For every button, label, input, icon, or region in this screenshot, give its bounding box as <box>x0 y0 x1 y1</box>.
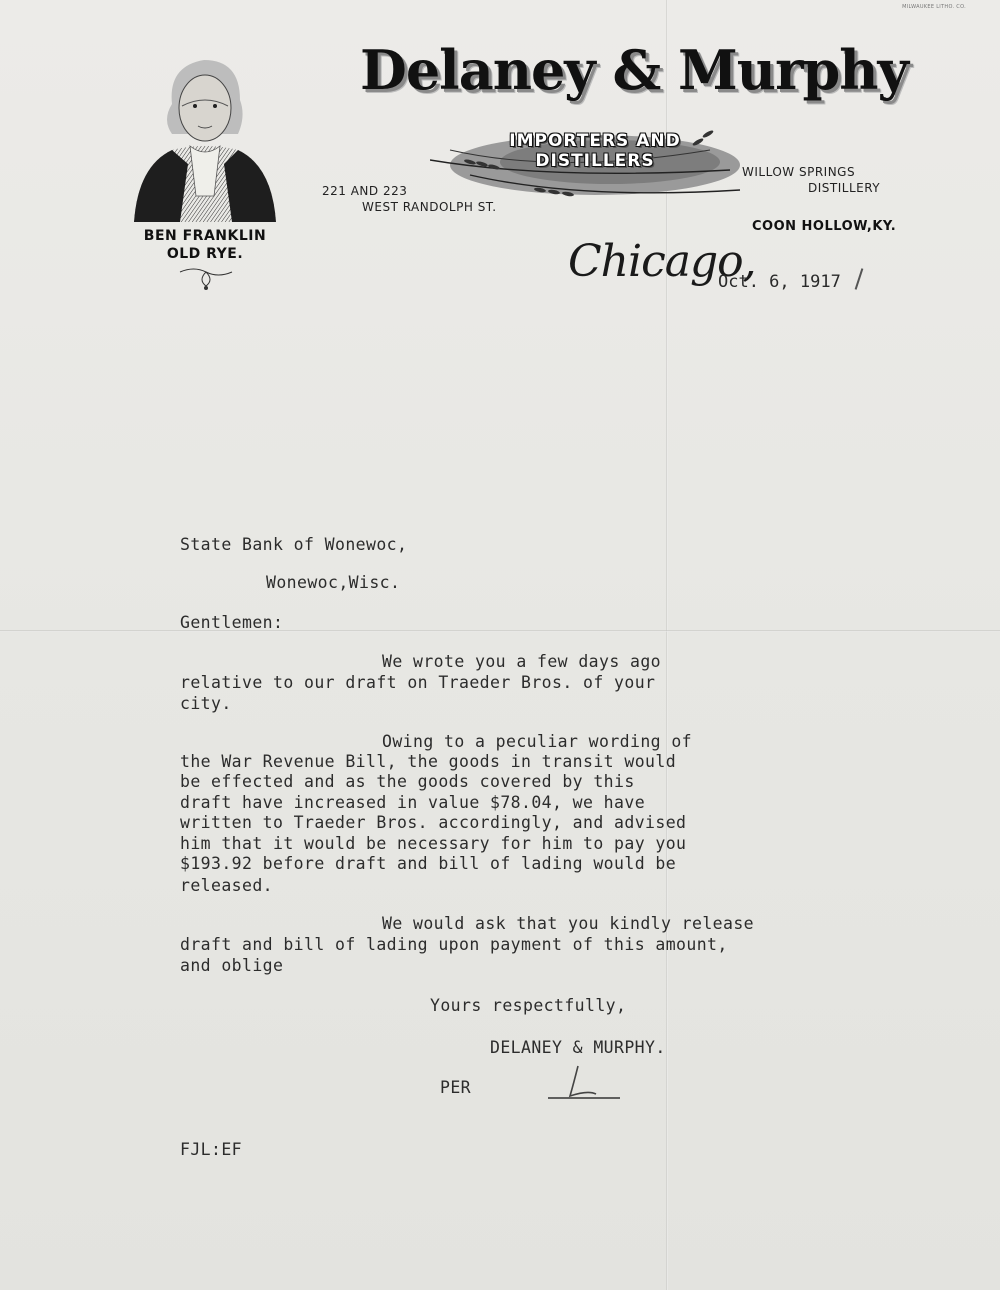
distillery-location: COON HOLLOW,KY. <box>752 219 897 234</box>
paragraph3-line: draft and bill of lading upon payment of this amount, <box>180 935 728 954</box>
paragraph2-line: written to Traeder Bros. accordingly, and advised <box>180 813 687 832</box>
date-pen-mark <box>855 268 864 290</box>
printer-mark: MILWAUKEE LITHO. CO. <box>902 4 966 10</box>
paragraph1-line: city. <box>180 694 232 713</box>
brand-name-line1: BEN FRANKLIN <box>143 228 267 244</box>
subtitle-line2: DISTILLERS <box>535 151 655 171</box>
paragraph2-line: him that it would be necessary for him to pay you <box>180 834 687 853</box>
paragraph2-line: the War Revenue Bill, the goods in transit would <box>180 752 677 771</box>
recipient-line2: Wonewoc,Wisc. <box>266 573 401 592</box>
per-label: PER <box>440 1078 472 1097</box>
distillery-line2: DISTILLERY <box>808 181 881 195</box>
ben-franklin-portrait-icon <box>132 46 278 222</box>
recipient-line1: State Bank of Wonewoc, <box>180 535 408 554</box>
city-script: Chicago, <box>568 236 756 287</box>
subtitle-line1: IMPORTERS AND <box>509 131 681 151</box>
handwritten-signature-icon <box>548 1060 638 1110</box>
reference-initials: FJL:EF <box>180 1140 243 1159</box>
salutation: Gentlemen: <box>180 613 284 632</box>
brand-name-line2: OLD RYE. <box>166 246 244 262</box>
distillery-line1: WILLOW SPRINGS <box>742 165 856 179</box>
company-name-title: Delaney & Murphy <box>360 38 908 102</box>
signature-company: DELANEY & MURPHY. <box>490 1038 666 1057</box>
paragraph2-line: released. <box>180 876 274 895</box>
paragraph1-line: relative to our draft on Traeder Bros. of your <box>180 673 656 692</box>
street-address-line2: WEST RANDOLPH ST. <box>362 200 497 214</box>
paragraph2-line: draft have increased in value $78.04, we have <box>180 793 646 812</box>
flourish-ornament-icon <box>176 264 236 292</box>
street-address-line1: 221 AND 223 <box>322 184 408 198</box>
paragraph3-line: and oblige <box>180 956 284 975</box>
paragraph1-line: We wrote you a few days ago <box>382 652 662 671</box>
paragraph2-line: $193.92 before draft and bill of lading would be <box>180 854 677 873</box>
letter-date: Oct. 6, 1917 <box>718 272 841 292</box>
paragraph3-line: We would ask that you kindly release <box>382 914 755 933</box>
closing: Yours respectfully, <box>430 996 627 1015</box>
paragraph2-line: be effected and as the goods covered by this <box>180 772 635 791</box>
fold-crease-horizontal <box>0 630 1000 632</box>
paragraph2-line: Owing to a peculiar wording of <box>382 732 693 751</box>
